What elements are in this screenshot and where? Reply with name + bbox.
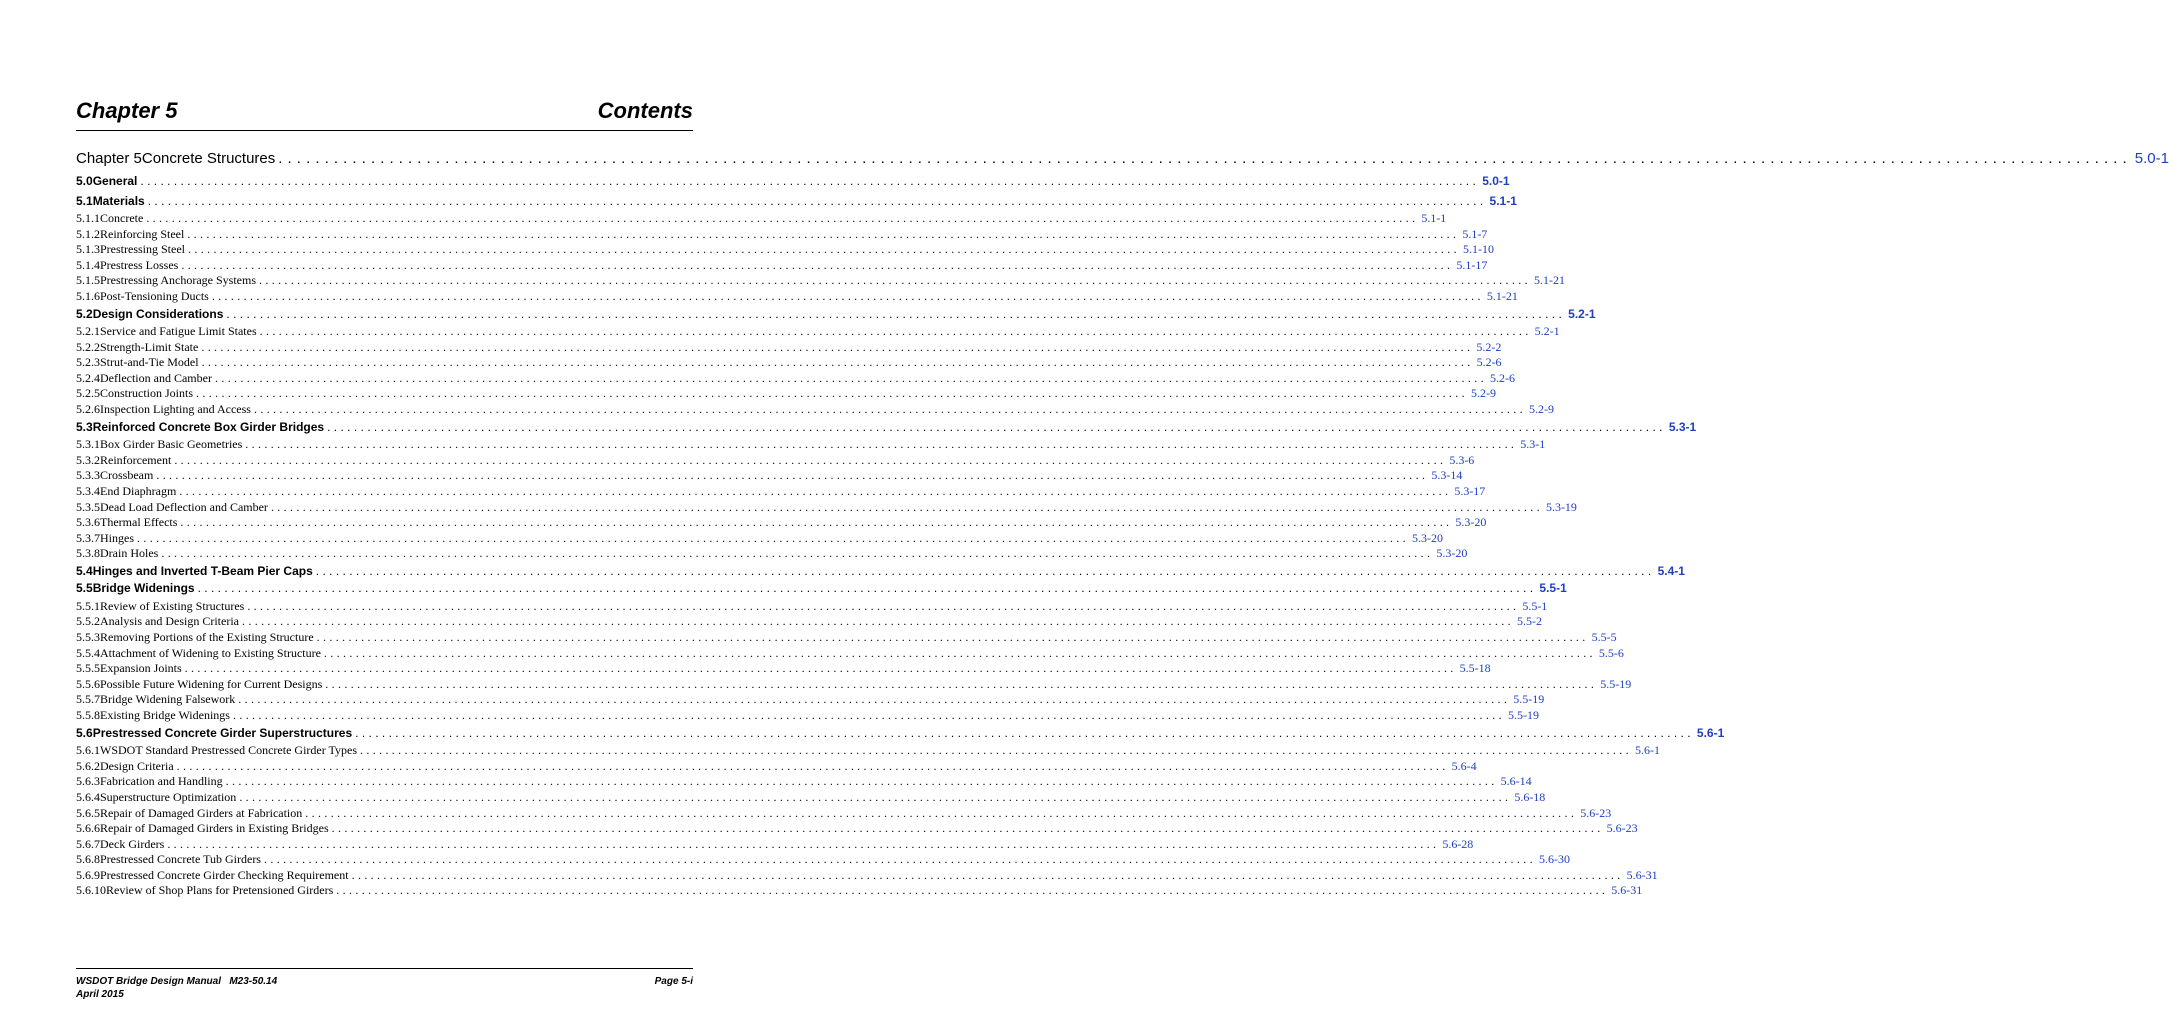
toc-page-link[interactable]: 5.0-1 xyxy=(2134,150,2169,167)
table-of-contents xyxy=(76,150,2169,899)
toc-title: Repair of Damaged Girders in Existing Bridges xyxy=(100,821,329,836)
toc-title: Superstructure Optimization xyxy=(100,789,237,804)
toc-subsection-row[interactable] xyxy=(76,324,1560,340)
toc-subsection-row[interactable] xyxy=(76,645,1624,662)
chapter-header xyxy=(76,96,693,131)
toc-number: 5.5.3 xyxy=(76,630,100,645)
toc-number: 5.6.6 xyxy=(76,821,100,836)
toc-subsection-row[interactable] xyxy=(76,515,1487,531)
toc-dot-leader: ........................................................................................................................................................................................................ xyxy=(305,805,1578,820)
toc-subsection-row[interactable] xyxy=(76,758,1477,775)
toc-title: Strength-Limit State xyxy=(100,339,199,354)
toc-number: 5.6.9 xyxy=(76,867,100,882)
toc-number: 5.3.1 xyxy=(76,437,100,452)
toc-number: 5.3.3 xyxy=(76,468,100,483)
toc-title: Reinforcing Steel xyxy=(100,226,185,241)
toc-subsection-row[interactable] xyxy=(76,852,1570,868)
toc-page-link[interactable]: 5.3-20 xyxy=(1412,530,1443,545)
toc-number: 5.1.1 xyxy=(76,211,100,225)
toc-title: Prestress Losses xyxy=(100,257,179,272)
toc-dot-leader: ........................................................................................................................................................................................................ xyxy=(211,288,1484,303)
toc-dot-leader: ........................................................................................................................................................................................................ xyxy=(184,661,1457,676)
toc-page-link[interactable]: 5.6-31 xyxy=(1626,867,1658,882)
toc-number: 5.3.8 xyxy=(76,546,100,561)
toc-number: 5.1.4 xyxy=(76,257,100,272)
toc-dot-leader: ........................................................................................................................................................................................................ xyxy=(174,452,1447,467)
toc-subsection-row[interactable] xyxy=(76,437,1546,453)
toc-subsection-row[interactable] xyxy=(76,499,1577,516)
toc-page-link[interactable]: 5.2-6 xyxy=(1489,370,1515,385)
contents-title: Contents xyxy=(597,98,693,123)
toc-page-link[interactable]: 5.3-19 xyxy=(1545,499,1577,514)
toc-page-link[interactable]: 5.5-19 xyxy=(1600,676,1632,691)
toc-number: 5.2.6 xyxy=(76,402,100,417)
toc-dot-leader: ........................................................................................................................................................................................................ xyxy=(201,355,1474,370)
toc-subsection-row[interactable] xyxy=(76,546,1468,562)
toc-number: 5.3 xyxy=(76,419,93,434)
toc-dot-leader: ........................................................................................................................................................................................................ xyxy=(225,774,1498,789)
toc-subsection-row[interactable] xyxy=(76,708,1539,724)
toc-title: Strut-and-Tie Model xyxy=(100,355,199,370)
toc-section-row[interactable] xyxy=(76,725,1725,744)
toc-section-row[interactable] xyxy=(76,581,1567,599)
footer-date: April 2015 xyxy=(76,989,124,1000)
toc-number: 5.5.7 xyxy=(76,692,100,707)
toc-title: Drain Holes xyxy=(100,546,159,561)
toc-chapter-row[interactable] xyxy=(76,150,2169,172)
toc-number: 5.3.7 xyxy=(76,530,100,545)
toc-number: 5.6.10 xyxy=(76,883,106,898)
toc-subsection-row[interactable] xyxy=(76,692,1545,708)
toc-page-link[interactable]: 5.5-19 xyxy=(1507,708,1539,723)
toc-dot-leader: ........................................................................................................................................................................................................ xyxy=(176,758,1449,773)
toc-page-link[interactable]: 5.3-6 xyxy=(1449,452,1475,467)
toc-subsection-row[interactable] xyxy=(76,743,1660,759)
toc-dot-leader: ........................................................................................................................................................................................................ xyxy=(278,150,2132,167)
toc-number: 5.2.5 xyxy=(76,386,100,401)
toc-subsection-row[interactable] xyxy=(76,530,1443,547)
toc-number: 5.5 xyxy=(76,581,93,596)
toc-number: 5.2 xyxy=(76,306,93,321)
footer-manual-title: WSDOT Bridge Design Manual M23-50.14 xyxy=(76,976,278,987)
toc-page-link[interactable]: 5.3-17 xyxy=(1454,483,1486,498)
toc-page-link[interactable]: 5.6-4 xyxy=(1451,758,1477,773)
toc-title: Hinges xyxy=(100,530,134,545)
toc-title: Removing Portions of the Existing Structure xyxy=(100,630,314,645)
toc-subsection-row[interactable] xyxy=(76,242,1494,258)
toc-subsection-row[interactable] xyxy=(76,821,1638,837)
toc-title: Possible Future Widening for Current Designs xyxy=(100,676,323,691)
toc-subsection-row[interactable] xyxy=(76,598,1548,615)
document-page xyxy=(76,0,2169,1024)
toc-subsection-row[interactable] xyxy=(76,402,1554,418)
toc-page-link[interactable]: 5.4-1 xyxy=(1657,563,1685,578)
toc-title: Prestressed Concrete Girder Checking Requirement xyxy=(100,867,349,882)
toc-number: 5.6.4 xyxy=(76,789,100,804)
toc-dot-leader: ........................................................................................................................................................................................................ xyxy=(316,630,1589,645)
toc-number: 5.2.4 xyxy=(76,370,100,385)
chapter-title: Chapter 5 xyxy=(76,98,178,123)
toc-subsection-row[interactable] xyxy=(76,867,1658,884)
toc-number: 5.6.8 xyxy=(76,852,100,867)
toc-dot-leader: ........................................................................................................................................................................................................ xyxy=(239,789,1512,804)
toc-dot-leader: ........................................................................................................................................................................................................ xyxy=(137,530,1409,545)
toc-page-link[interactable]: 5.3-20 xyxy=(1455,515,1487,530)
footer-manual-info xyxy=(76,975,277,1001)
toc-page-link[interactable]: 5.3-20 xyxy=(1436,546,1468,561)
toc-page-link[interactable]: 5.1-10 xyxy=(1463,242,1494,257)
toc-title: Reinforcement xyxy=(100,452,172,467)
toc-number: 5.6.2 xyxy=(76,758,100,773)
toc-page-link[interactable]: 5.5-18 xyxy=(1459,661,1491,676)
toc-subsection-row[interactable] xyxy=(76,370,1515,387)
toc-dot-leader: ........................................................................................................................................................................................................ xyxy=(238,692,1511,707)
toc-dot-leader: ........................................................................................................................................................................................................ xyxy=(161,546,1434,561)
toc-number: 5.5.1 xyxy=(76,598,100,613)
toc-page-link[interactable]: 5.2-9 xyxy=(1471,386,1497,401)
toc-dot-leader: ........................................................................................................................................................................................................ xyxy=(325,676,1598,691)
toc-title: Post-Tensioning Ducts xyxy=(100,288,209,303)
toc-dot-leader: ........................................................................................................................................................................................................ xyxy=(315,563,1655,578)
toc-subsection-row[interactable] xyxy=(76,630,1617,646)
toc-section-row[interactable] xyxy=(76,563,1685,582)
toc-title: Reinforced Concrete Box Girder Bridges xyxy=(92,419,325,434)
toc-page-link[interactable]: 5.2-2 xyxy=(1476,339,1502,354)
toc-title: Hinges and Inverted T-Beam Pier Caps xyxy=(92,563,313,578)
toc-page-link[interactable]: 5.5-19 xyxy=(1513,692,1545,707)
toc-page-link[interactable]: 5.2-9 xyxy=(1528,402,1554,417)
toc-number: 5.5.2 xyxy=(76,614,100,629)
toc-page-link[interactable]: 5.2-6 xyxy=(1476,355,1502,370)
toc-number: 5.5.6 xyxy=(76,676,100,691)
toc-page-link[interactable]: 5.2-1 xyxy=(1568,306,1596,321)
toc-number: 5.6.5 xyxy=(76,805,100,820)
toc-dot-leader: ........................................................................................................................................................................................................ xyxy=(232,708,1505,723)
toc-title: Prestressed Concrete Tub Girders xyxy=(100,852,261,867)
toc-number: 5.6.7 xyxy=(76,836,100,851)
toc-title: Concrete xyxy=(100,211,144,225)
toc-number: 5.6 xyxy=(76,725,93,740)
toc-page-link[interactable]: 5.0-1 xyxy=(1482,174,1510,188)
toc-subsection-row[interactable] xyxy=(76,774,1532,790)
toc-title: Analysis and Design Criteria xyxy=(100,614,239,629)
toc-title: Concrete Structures xyxy=(141,150,276,167)
toc-number: 5.6.3 xyxy=(76,774,100,789)
toc-number: 5.6.1 xyxy=(76,743,100,758)
toc-dot-leader: ........................................................................................................................................................................................................ xyxy=(214,370,1487,385)
toc-subsection-row[interactable] xyxy=(76,789,1546,806)
toc-dot-leader: ........................................................................................................................................................................................................ xyxy=(226,306,1566,321)
toc-title: Dead Load Deflection and Camber xyxy=(100,499,268,514)
toc-dot-leader: ........................................................................................................................................................................................................ xyxy=(253,402,1526,417)
toc-page-link[interactable]: 5.1-21 xyxy=(1533,273,1565,288)
toc-page-link[interactable]: 5.6-18 xyxy=(1514,789,1546,804)
toc-page-link[interactable]: 5.1-17 xyxy=(1456,257,1488,272)
toc-subsection-row[interactable] xyxy=(76,386,1497,402)
toc-title: Review of Shop Plans for Pretensioned Girders xyxy=(106,883,334,898)
toc-title: Review of Existing Structures xyxy=(100,598,245,613)
toc-dot-leader: ........................................................................................................................................................................................................ xyxy=(327,419,1666,434)
toc-title: Thermal Effects xyxy=(100,515,178,530)
toc-subsection-row[interactable] xyxy=(76,355,1502,371)
toc-page-link[interactable]: 5.3-1 xyxy=(1668,419,1697,434)
toc-dot-leader: ........................................................................................................................................................................................................ xyxy=(323,645,1596,660)
footer-page-number: Page 5-i xyxy=(654,976,693,987)
toc-page-link[interactable]: 5.3-14 xyxy=(1431,468,1463,483)
toc-page-link[interactable]: 5.5-5 xyxy=(1591,630,1617,645)
toc-dot-leader: ........................................................................................................................................................................................................ xyxy=(187,226,1460,241)
toc-section-row[interactable] xyxy=(76,419,1697,438)
toc-subsection-row[interactable] xyxy=(76,883,1643,899)
toc-title: General xyxy=(92,174,138,188)
toc-number: 5.5.8 xyxy=(76,708,100,723)
toc-title: Bridge Widenings xyxy=(92,581,195,596)
toc-dot-leader: ........................................................................................................................................................................................................ xyxy=(197,581,1537,596)
toc-subsection-row[interactable] xyxy=(76,836,1474,853)
toc-dot-leader: ........................................................................................................................................................................................................ xyxy=(245,437,1518,452)
toc-dot-leader: ........................................................................................................................................................................................................ xyxy=(147,193,1487,208)
toc-number: 5.4 xyxy=(76,563,93,578)
toc-section-row[interactable] xyxy=(76,174,1510,192)
toc-number: 5.2.3 xyxy=(76,355,100,370)
toc-number: 5.5.4 xyxy=(76,645,100,660)
toc-page-link[interactable]: 5.6-23 xyxy=(1580,805,1612,820)
toc-subsection-row[interactable] xyxy=(76,614,1542,630)
toc-dot-leader: ........................................................................................................................................................................................................ xyxy=(259,324,1532,339)
toc-dot-leader: ........................................................................................................................................................................................................ xyxy=(360,743,1632,758)
toc-page-link[interactable]: 5.5-6 xyxy=(1598,645,1624,660)
toc-title: Materials xyxy=(92,193,145,208)
toc-page-link[interactable]: 5.6-1 xyxy=(1696,725,1725,740)
toc-title: Prestressing Anchorage Systems xyxy=(100,273,256,288)
toc-dot-leader: ........................................................................................................................................................................................................ xyxy=(331,821,1604,836)
toc-subsection-row[interactable] xyxy=(76,273,1565,289)
toc-subsection-row[interactable] xyxy=(76,452,1475,469)
toc-number: 5.1.6 xyxy=(76,288,100,303)
toc-page-link[interactable]: 5.1-21 xyxy=(1486,288,1518,303)
toc-dot-leader: ........................................................................................................................................................................................................ xyxy=(146,211,1419,225)
toc-title: WSDOT Standard Prestressed Concrete Girder Types xyxy=(100,743,357,758)
toc-dot-leader: ........................................................................................................................................................................................................ xyxy=(188,242,1460,257)
toc-page-link[interactable]: 5.1-1 xyxy=(1489,193,1517,208)
toc-dot-leader: ........................................................................................................................................................................................................ xyxy=(181,257,1454,272)
toc-subsection-row[interactable] xyxy=(76,661,1491,677)
toc-dot-leader: ........................................................................................................................................................................................................ xyxy=(263,852,1536,867)
toc-number: 5.3.5 xyxy=(76,499,100,514)
toc-number: 5.5.5 xyxy=(76,661,100,676)
toc-title: Inspection Lighting and Access xyxy=(100,402,251,417)
toc-title: Box Girder Basic Geometries xyxy=(100,437,243,452)
toc-title: Bridge Widening Falsework xyxy=(100,692,236,707)
toc-subsection-row[interactable] xyxy=(76,676,1632,693)
toc-subsection-row[interactable] xyxy=(76,226,1488,243)
toc-page-link[interactable]: 5.3-1 xyxy=(1520,437,1546,452)
toc-page-link[interactable]: 5.6-31 xyxy=(1611,883,1643,898)
toc-title: Deck Girders xyxy=(100,836,165,851)
toc-dot-leader: ........................................................................................................................................................................................................ xyxy=(351,867,1624,882)
toc-subsection-row[interactable] xyxy=(76,339,1502,356)
toc-title: Construction Joints xyxy=(100,386,194,401)
toc-subsection-row[interactable] xyxy=(76,805,1612,822)
toc-dot-leader: ........................................................................................................................................................................................................ xyxy=(201,339,1474,354)
toc-number: 5.3.4 xyxy=(76,483,100,498)
toc-number: 5.1.3 xyxy=(76,242,100,257)
toc-title: Repair of Damaged Girders at Fabrication xyxy=(100,805,303,820)
toc-section-row[interactable] xyxy=(76,306,1596,325)
toc-subsection-row[interactable] xyxy=(76,211,1447,227)
toc-title: Design Considerations xyxy=(92,306,224,321)
toc-title: Expansion Joints xyxy=(100,661,182,676)
toc-subsection-row[interactable] xyxy=(76,288,1518,305)
toc-dot-leader: ........................................................................................................................................................................................................ xyxy=(247,598,1520,613)
toc-page-link[interactable]: 5.5-1 xyxy=(1522,598,1548,613)
toc-page-link[interactable]: 5.6-14 xyxy=(1500,774,1532,789)
toc-number: 5.1.5 xyxy=(76,273,100,288)
toc-title: Prestressing Steel xyxy=(100,242,185,257)
toc-dot-leader: ........................................................................................................................................................................................................ xyxy=(180,515,1453,530)
toc-number: 5.3.2 xyxy=(76,452,100,467)
toc-dot-leader: ........................................................................................................................................................................................................ xyxy=(167,836,1440,851)
toc-number: 5.3.6 xyxy=(76,515,100,530)
toc-number: 5.2.2 xyxy=(76,339,100,354)
toc-title: End Diaphragm xyxy=(100,483,177,498)
toc-dot-leader: ........................................................................................................................................................................................................ xyxy=(196,386,1469,401)
toc-dot-leader: ........................................................................................................................................................................................................ xyxy=(355,725,1694,740)
toc-page-link[interactable]: 5.5-1 xyxy=(1539,581,1567,596)
toc-page-link[interactable]: 5.6-30 xyxy=(1538,852,1570,867)
toc-page-link[interactable]: 5.1-1 xyxy=(1421,211,1447,225)
toc-title: Service and Fatigue Limit States xyxy=(100,324,257,339)
toc-number: Chapter 5 xyxy=(76,150,142,167)
page-footer xyxy=(76,968,693,1000)
toc-title: Design Criteria xyxy=(100,758,174,773)
toc-subsection-row[interactable] xyxy=(76,483,1486,500)
toc-dot-leader: ........................................................................................................................................................................................................ xyxy=(156,468,1429,483)
toc-number: 5.1.2 xyxy=(76,226,100,241)
toc-title: Crossbeam xyxy=(100,468,154,483)
toc-section-row[interactable] xyxy=(76,193,1517,212)
toc-page-link[interactable]: 5.5-2 xyxy=(1516,614,1542,629)
toc-page-link[interactable]: 5.6-1 xyxy=(1635,743,1660,758)
toc-number: 5.2.1 xyxy=(76,324,100,339)
toc-title: Attachment of Widening to Existing Structure xyxy=(100,645,321,660)
toc-subsection-row[interactable] xyxy=(76,257,1488,274)
toc-dot-leader: ........................................................................................................................................................................................................ xyxy=(258,273,1531,288)
toc-page-link[interactable]: 5.1-7 xyxy=(1462,226,1488,241)
toc-title: Fabrication and Handling xyxy=(100,774,223,789)
toc-subsection-row[interactable] xyxy=(76,468,1463,484)
toc-title: Deflection and Camber xyxy=(100,370,212,385)
toc-dot-leader: ........................................................................................................................................................................................................ xyxy=(179,483,1452,498)
toc-dot-leader: ........................................................................................................................................................................................................ xyxy=(336,883,1609,898)
toc-page-link[interactable]: 5.2-1 xyxy=(1534,324,1560,339)
toc-title: Existing Bridge Widenings xyxy=(100,708,230,723)
toc-dot-leader: ........................................................................................................................................................................................................ xyxy=(241,614,1514,629)
toc-title: Prestressed Concrete Girder Superstructures xyxy=(92,725,353,740)
toc-number: 5.0 xyxy=(76,174,93,188)
toc-dot-leader: ........................................................................................................................................................................................................ xyxy=(270,499,1543,514)
toc-dot-leader: ........................................................................................................................................................................................................ xyxy=(140,174,1480,188)
toc-page-link[interactable]: 5.6-23 xyxy=(1606,821,1638,836)
toc-page-link[interactable]: 5.6-28 xyxy=(1442,836,1474,851)
toc-number: 5.1 xyxy=(76,193,93,208)
